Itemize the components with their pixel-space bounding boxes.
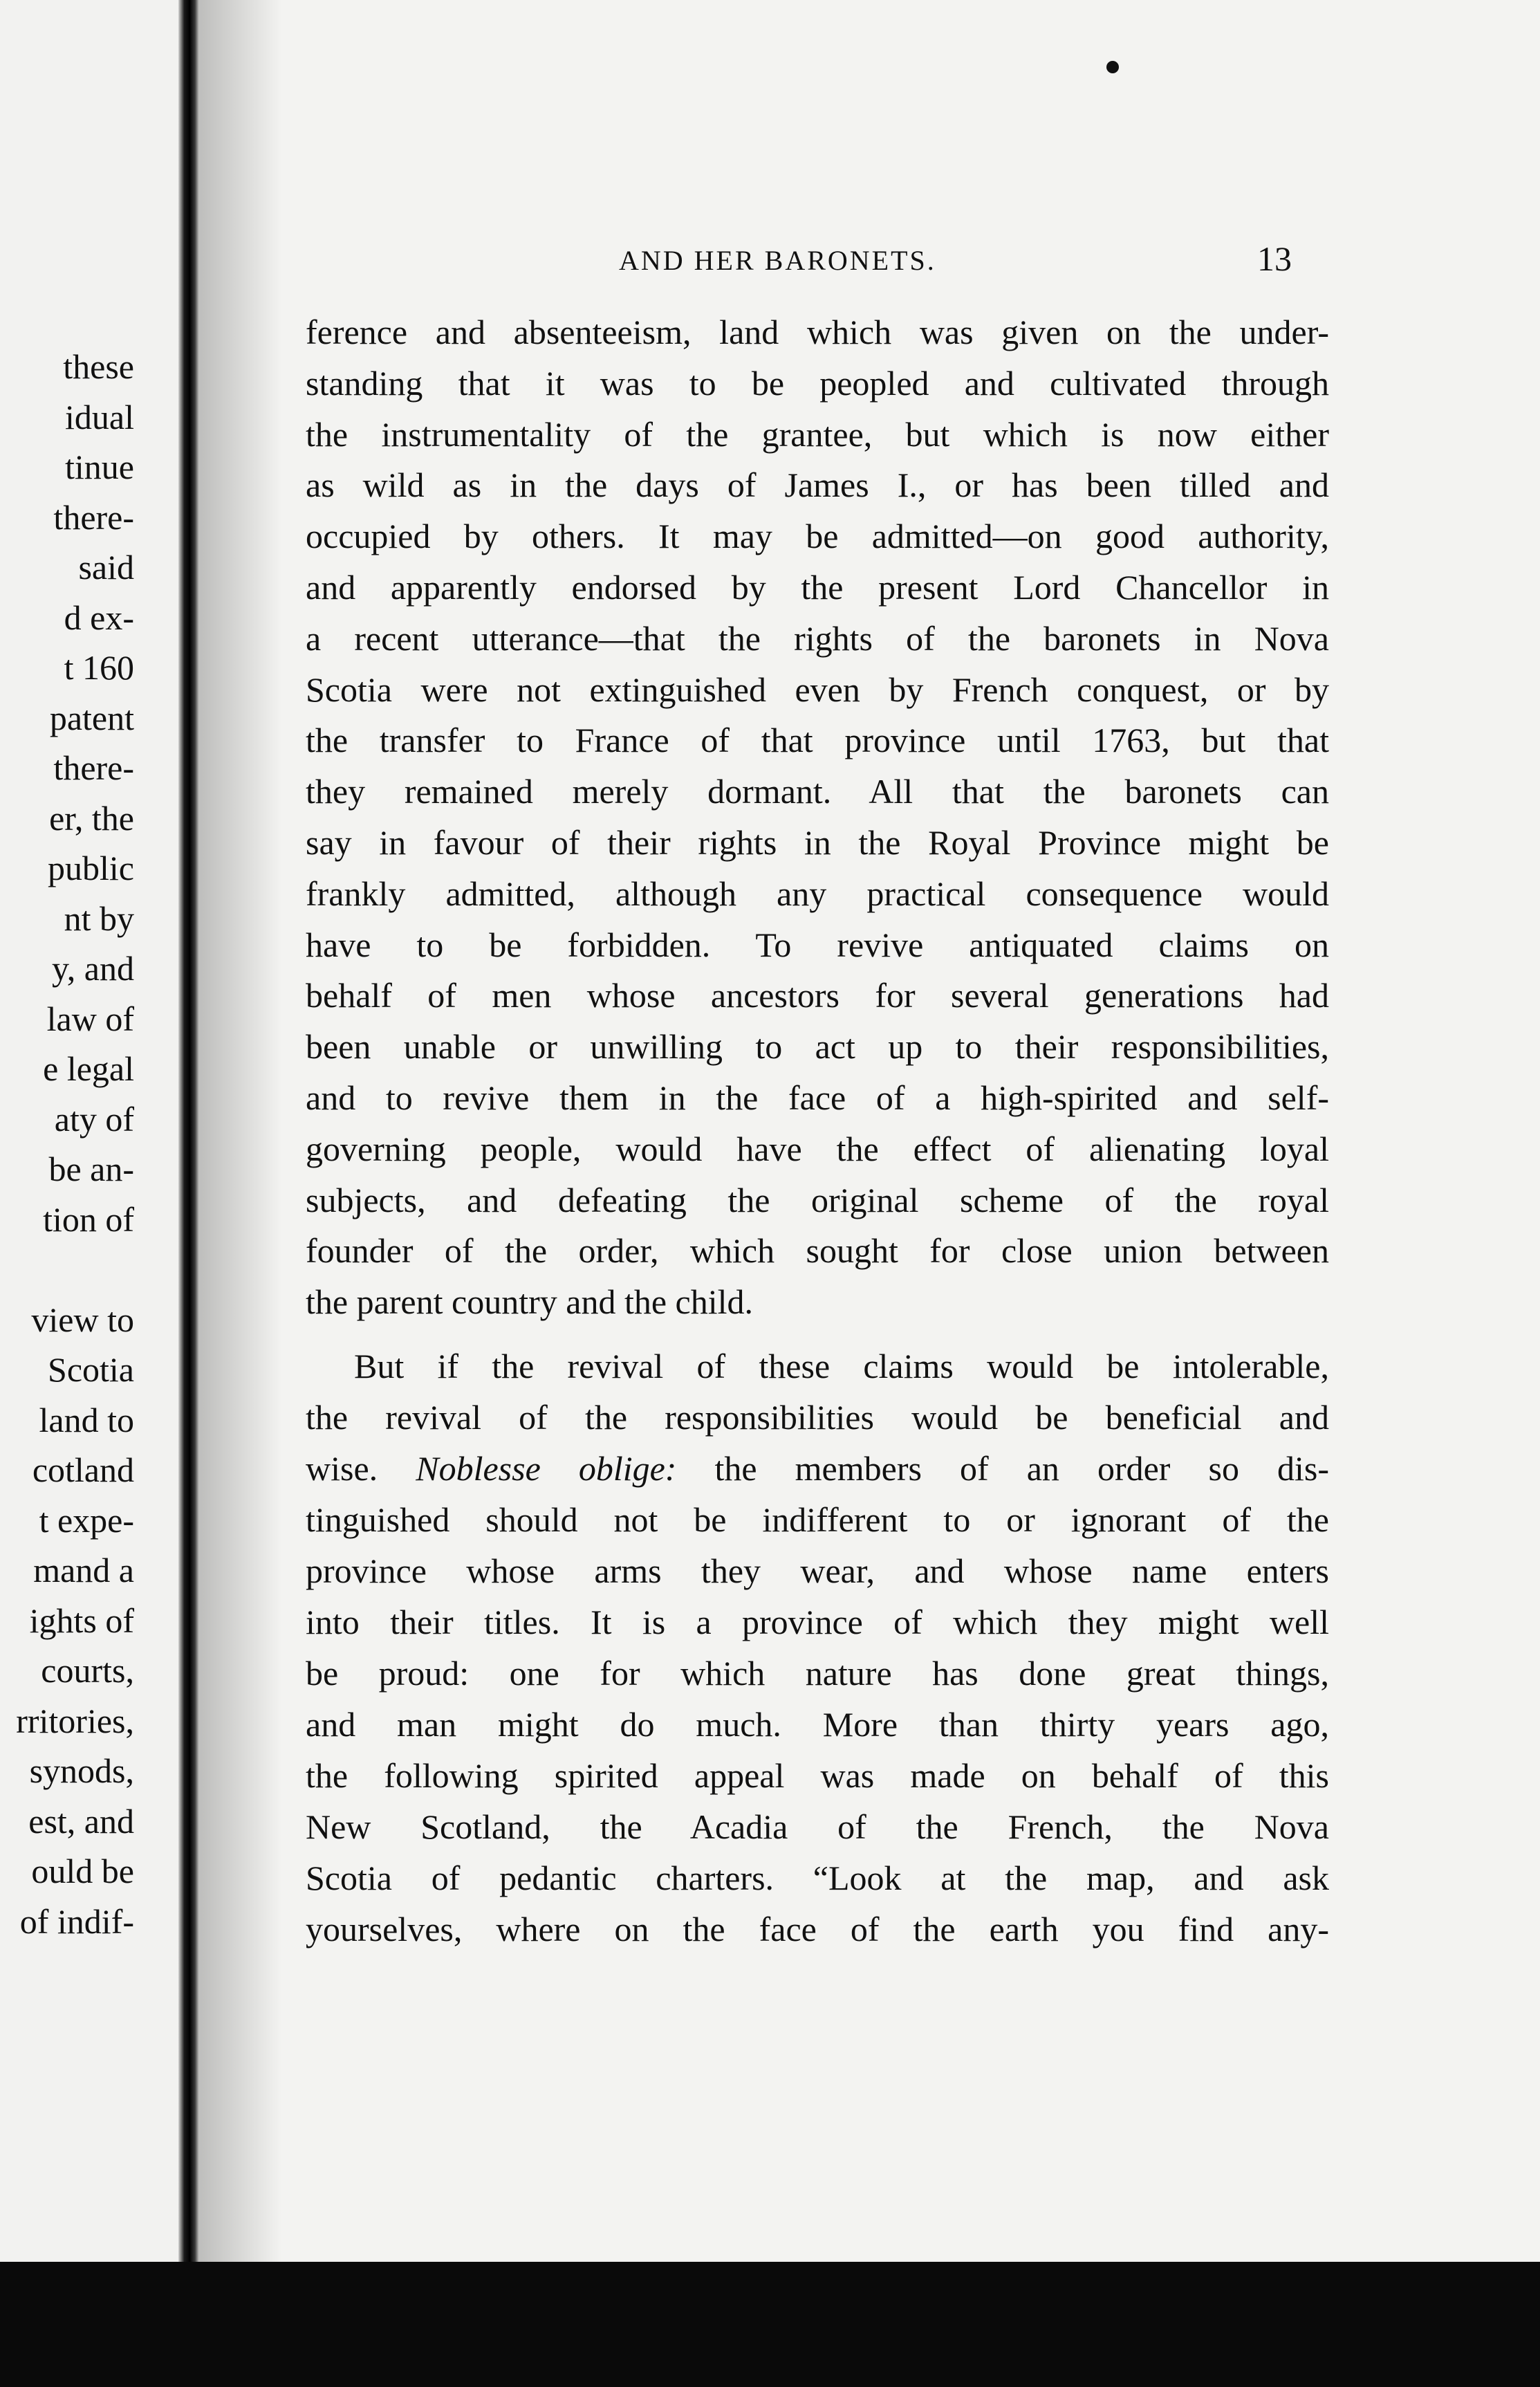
left-page-line: courts, bbox=[41, 1651, 134, 1690]
running-head: AND HER BARONETS. bbox=[619, 245, 936, 276]
italic-phrase: Noblesse oblige: bbox=[416, 1449, 677, 1488]
text-line: But if the revival of these claims would be intolerable, bbox=[354, 1347, 1329, 1385]
text-line: tinguished should not be indifferent to or ignorant of the bbox=[306, 1500, 1329, 1539]
text-line: the parent country and the child. bbox=[306, 1282, 753, 1322]
text-line: the instrumentality of the grantee, but which is now either bbox=[306, 414, 1329, 454]
left-page-line: e legal bbox=[43, 1049, 134, 1088]
left-page-line: t expe- bbox=[39, 1500, 134, 1540]
left-page-line: there- bbox=[53, 748, 134, 787]
ink-spot bbox=[1106, 61, 1119, 73]
left-page-line: t 160 bbox=[64, 648, 134, 687]
book-spine bbox=[178, 0, 199, 2283]
text-line: governing people, would have the effect of alienating loyal bbox=[306, 1129, 1329, 1168]
text-line: the revival of the responsibilities would be beneficial and bbox=[306, 1398, 1329, 1437]
left-page-line: ights of bbox=[29, 1601, 134, 1640]
left-page-line: rritories, bbox=[16, 1701, 134, 1740]
text-line: say in favour of their rights in the Royal Province might be bbox=[306, 823, 1329, 862]
text-span: the members of an order so dis- bbox=[714, 1449, 1330, 1488]
text-line: a recent utterance—that the rights of the baronets in Nova bbox=[306, 618, 1329, 658]
text-line: standing that it was to be peopled and cultivated through bbox=[306, 363, 1329, 403]
text-line: be proud: one for which nature has done great things, bbox=[306, 1654, 1329, 1693]
text-line: behalf of men whose ancestors for several generations had bbox=[306, 976, 1329, 1015]
left-page-line: ould be bbox=[31, 1852, 134, 1890]
left-page-line: aty of bbox=[54, 1099, 134, 1139]
text-line: frankly admitted, although any practical consequence would bbox=[306, 874, 1329, 913]
left-page-line: these bbox=[63, 347, 134, 386]
text-line: have to be forbidden. To revive antiquated claims on bbox=[306, 925, 1329, 964]
left-page-line: mand a bbox=[33, 1551, 134, 1589]
text-line bbox=[306, 1451, 1329, 1486]
left-page-line: idual bbox=[65, 397, 134, 436]
left-page-line: y, and bbox=[52, 949, 134, 988]
left-page-line: Scotia bbox=[48, 1350, 134, 1389]
left-page-line: public bbox=[48, 849, 134, 887]
left-page-line: said bbox=[78, 548, 134, 587]
text-line: ference and absenteeism, land which was given on the under- bbox=[306, 313, 1329, 351]
scan-bottom-border bbox=[0, 2262, 1540, 2387]
text-span: wise. bbox=[306, 1449, 378, 1488]
left-page-line: patent bbox=[49, 698, 134, 737]
text-line: into their titles. It is a province of which they might well bbox=[306, 1603, 1329, 1641]
left-page-line: law of bbox=[46, 999, 134, 1038]
left-page-line: er, the bbox=[49, 798, 134, 838]
text-line: been unable or unwilling to act up to their responsibilities, bbox=[306, 1027, 1329, 1067]
text-line: the transfer to France of that province until 1763, but that bbox=[306, 721, 1329, 760]
text-line: founder of the order, which sought for close union between bbox=[306, 1231, 1329, 1271]
left-page-line: be an- bbox=[48, 1150, 134, 1188]
left-page-line: cotland bbox=[32, 1450, 134, 1489]
text-line: and apparently endorsed by the present Lord Chancellor in bbox=[306, 568, 1329, 607]
left-page-line: land to bbox=[39, 1400, 134, 1439]
left-page-line: tinue bbox=[65, 448, 134, 486]
text-line: as wild as in the days of James I., or has been tilled and bbox=[306, 466, 1329, 505]
left-page-line: d ex- bbox=[64, 598, 134, 637]
left-page-line: est, and bbox=[28, 1801, 134, 1841]
left-page-line: nt by bbox=[64, 898, 134, 938]
text-line: province whose arms they wear, and whose name enters bbox=[306, 1551, 1329, 1590]
left-page-line: there- bbox=[53, 497, 134, 537]
left-page-line: synods, bbox=[29, 1751, 134, 1790]
left-page-line: tion of bbox=[43, 1199, 134, 1239]
text-line: they remained merely dormant. All that the baronets can bbox=[306, 772, 1329, 811]
page-number: 13 bbox=[1257, 239, 1292, 278]
text-line: yourselves, where on the face of the earth you find any- bbox=[306, 1910, 1329, 1948]
text-line: subjects, and defeating the original scheme of the royal bbox=[306, 1180, 1329, 1219]
text-line: occupied by others. It may be admitted—on good authority, bbox=[306, 517, 1329, 556]
text-line: and man might do much. More than thirty years ago, bbox=[306, 1705, 1329, 1744]
left-page-fragment bbox=[0, 0, 185, 2262]
text-line: Scotia were not extinguished even by French conquest, or by bbox=[306, 670, 1329, 709]
text-line: and to revive them in the face of a high-spirited and self- bbox=[306, 1078, 1329, 1117]
left-page-line: view to bbox=[31, 1300, 134, 1339]
text-line: Scotia of pedantic charters. “Look at the map, and ask bbox=[306, 1859, 1329, 1897]
text-line: New Scotland, the Acadia of the French, the Nova bbox=[306, 1807, 1329, 1846]
text-line: the following spirited appeal was made on behalf of this bbox=[306, 1756, 1329, 1795]
left-page-line: of indif- bbox=[19, 1901, 134, 1941]
gutter-shadow bbox=[199, 0, 282, 2283]
